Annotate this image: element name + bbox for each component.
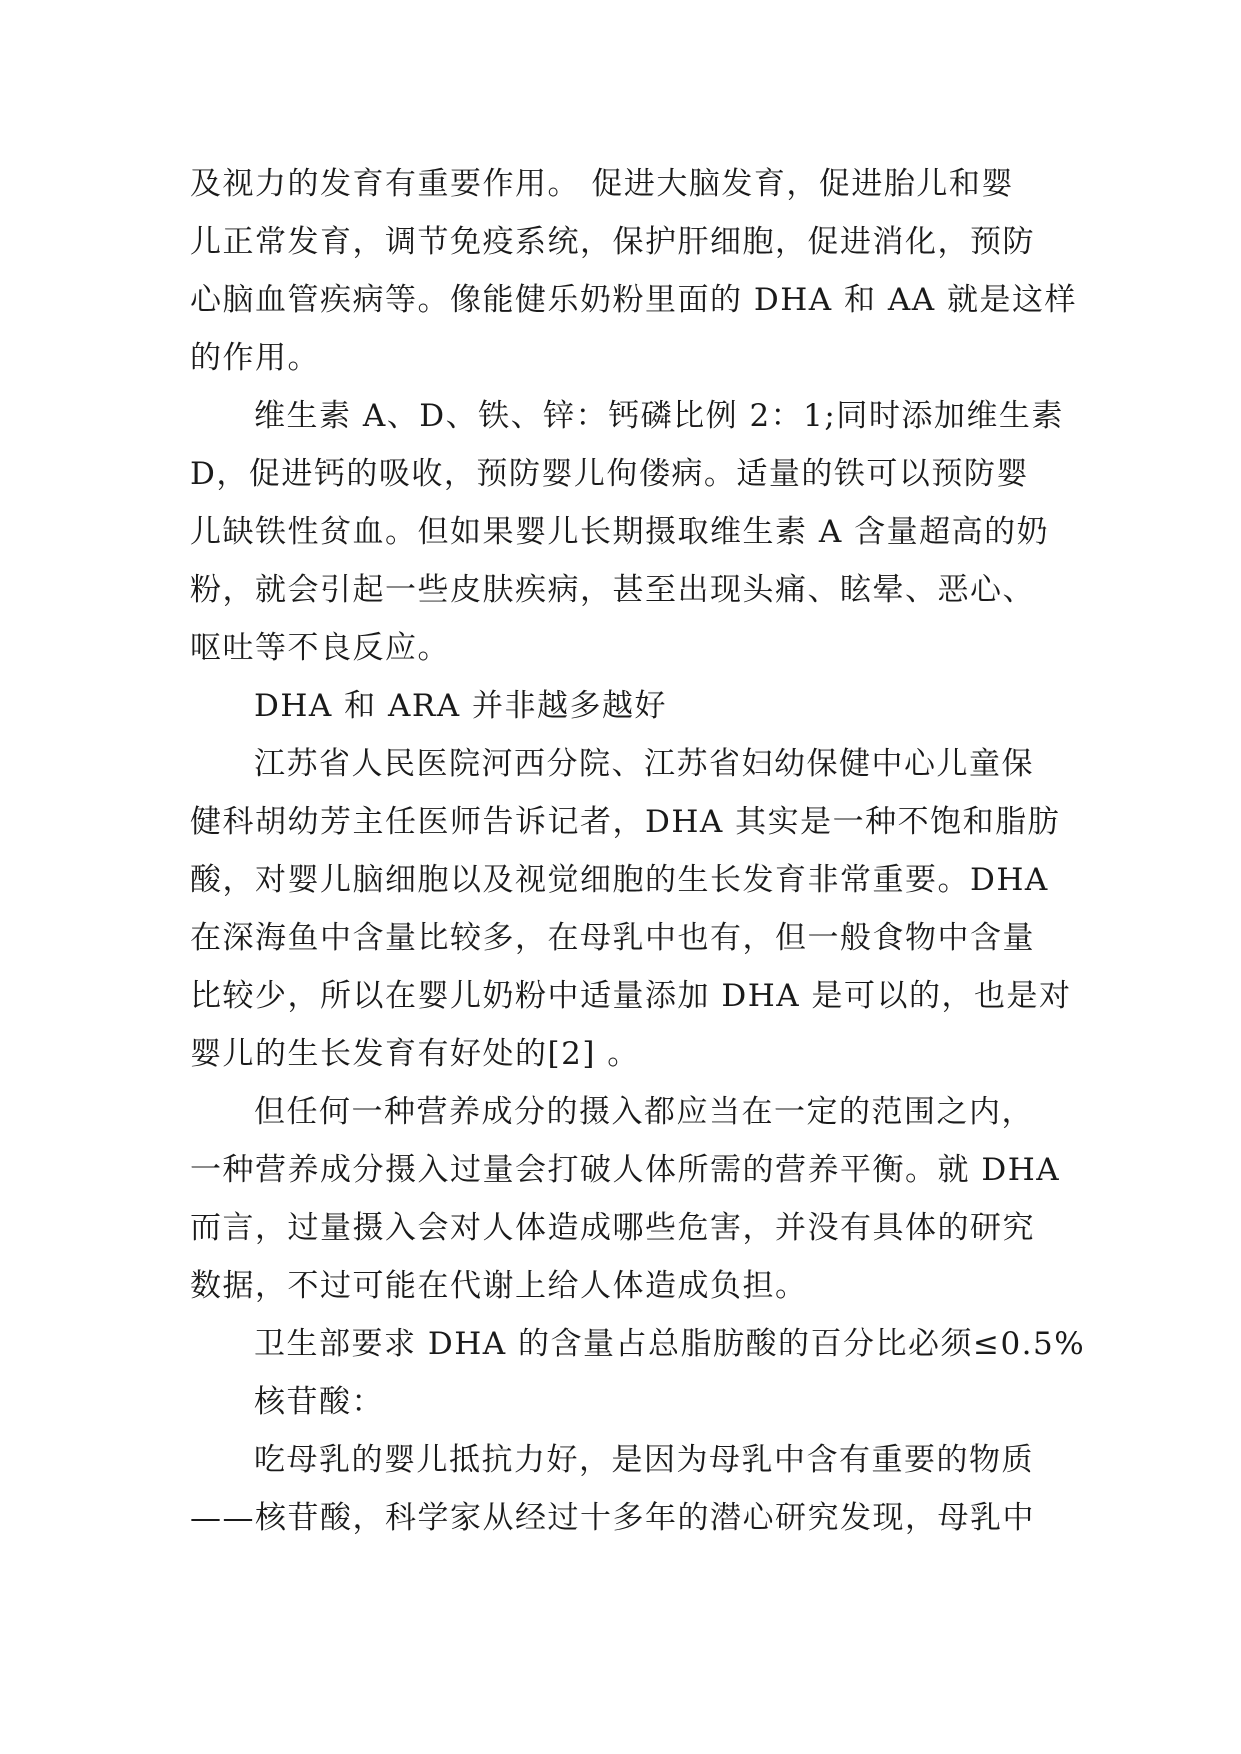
text-line: 儿缺铁性贫血。但如果婴儿长期摄取维生素 A 含量超高的奶 — [190, 514, 1050, 550]
text-line: 数据，不过可能在代谢上给人体造成负担。 — [190, 1268, 808, 1304]
text-line: 在深海鱼中含量比较多，在母乳中也有，但一般食物中含量 — [190, 920, 1035, 956]
text-line: 酸，对婴儿脑细胞以及视觉细胞的生长发育非常重要。DHA — [190, 862, 1049, 898]
text-line: 心脑血管疾病等。像能健乐奶粉里面的 DHA 和 AA 就是这样 — [190, 282, 1077, 318]
text-line: 而言，过量摄入会对人体造成哪些危害，并没有具体的研究 — [190, 1210, 1035, 1246]
text-line: 吃母乳的婴儿抵抗力好，是因为母乳中含有重要的物质 — [254, 1442, 1034, 1478]
text-line: 儿正常发育，调节免疫系统，保护肝细胞，促进消化，预防 — [190, 224, 1035, 260]
text-line: 粉，就会引起一些皮肤疾病，甚至出现头痛、眩晕、恶心、 — [190, 572, 1035, 608]
text-line: 维生素 A、D、铁、锌：钙磷比例 2：1;同时添加维生素 — [254, 398, 1064, 434]
text-line: 核苷酸： — [254, 1384, 384, 1420]
document-body — [190, 155, 1086, 1547]
text-line: 健科胡幼芳主任医师告诉记者，DHA 其实是一种不饱和脂肪 — [190, 804, 1061, 840]
text-line: 比较少，所以在婴儿奶粉中适量添加 DHA 是可以的，也是对 — [190, 978, 1072, 1014]
text-line: 的作用。 — [190, 340, 320, 376]
text-line: 及视力的发育有重要作用。 促进大脑发育，促进胎儿和婴 — [190, 166, 1014, 202]
text-line: 江苏省人民医院河西分院、江苏省妇幼保健中心儿童保 — [254, 746, 1034, 782]
text-line: ——核苷酸，科学家从经过十多年的潜心研究发现，母乳中 — [190, 1500, 1035, 1536]
text-line: 但任何一种营养成分的摄入都应当在一定的范围之内， — [254, 1094, 1034, 1130]
text-line: D，促进钙的吸收，预防婴儿佝偻病。适量的铁可以预防婴 — [190, 456, 1029, 492]
text-line: 婴儿的生长发育有好处的[2] 。 — [190, 1036, 640, 1072]
text-line: 一种营养成分摄入过量会打破人体所需的营养平衡。就 DHA — [190, 1152, 1061, 1188]
text-line: 卫生部要求 DHA 的含量占总脂肪酸的百分比必须≤0.5% — [254, 1326, 1086, 1362]
text-line: DHA 和 ARA 并非越多越好 — [254, 688, 667, 724]
text-line: 呕吐等不良反应。 — [190, 630, 450, 666]
